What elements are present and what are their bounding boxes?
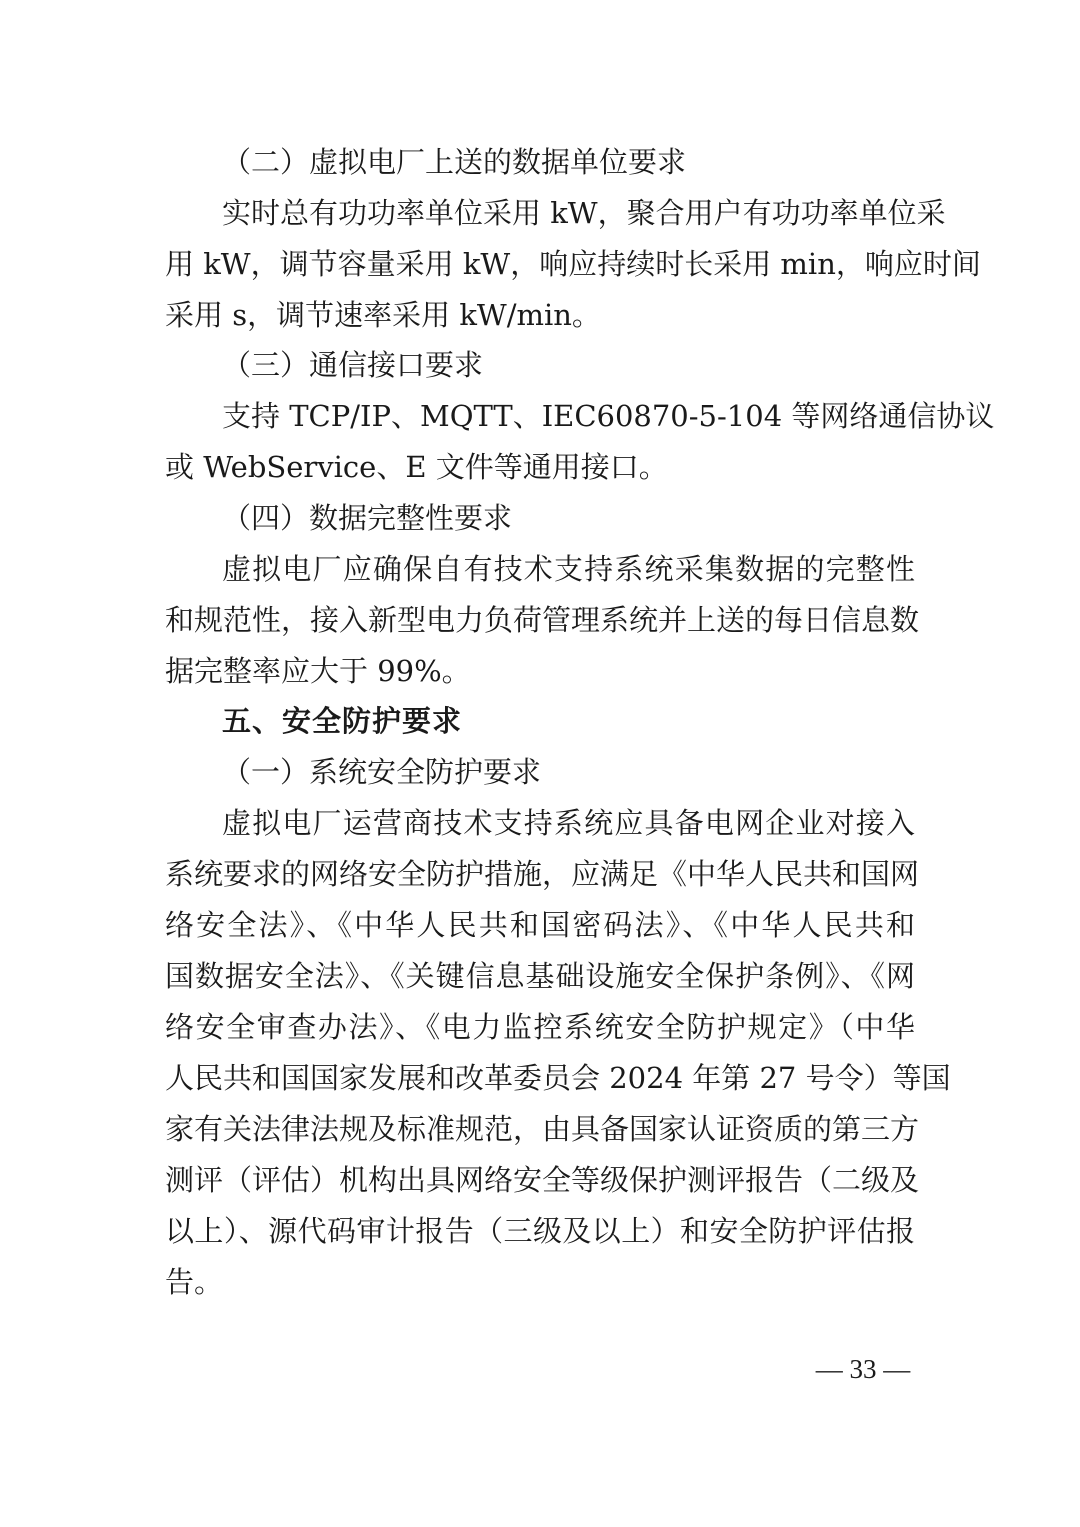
paragraph-line: 虚拟电厂运营商技术支持系统应具备电网企业对接入 — [222, 806, 915, 840]
paragraph-line: 络安全审查办法》、《电力监控系统安全防护规定》（中华 — [165, 1010, 915, 1044]
paragraph-line: 实时总有功功率单位采用 kW，聚合用户有功功率单位采 — [222, 196, 946, 230]
paragraph-line: 和规范性，接入新型电力负荷管理系统并上送的每日信息数 — [165, 603, 920, 637]
page-number: — 33 — — [815, 1354, 911, 1384]
paragraph-line: 告。 — [165, 1265, 224, 1299]
subheading-system-security: （一）系统安全防护要求 — [222, 755, 542, 789]
subheading-data-units: （二）虚拟电厂上送的数据单位要求 — [222, 145, 687, 179]
paragraph-line: 络安全法》、《中华人民共和国密码法》、《中华人民共和 — [165, 908, 915, 942]
paragraph-line: 或 WebService、E 文件等通用接口。 — [165, 450, 668, 484]
paragraph-line: 以上）、源代码审计报告（三级及以上）和安全防护评估报 — [165, 1214, 915, 1248]
paragraph-line: 家有关法律法规及标准规范，由具备国家认证资质的第三方 — [165, 1112, 920, 1146]
paragraph-line: 支持 TCP/IP、MQTT、IEC60870-5-104 等网络通信协议 — [222, 399, 995, 433]
paragraph-line: 用 kW，调节容量采用 kW，响应持续时长采用 min，响应时间 — [165, 247, 981, 281]
subheading-data-integrity: （四）数据完整性要求 — [222, 501, 513, 535]
paragraph-line: 人民共和国国家发展和改革委员会 2024 年第 27 号令）等国 — [165, 1061, 951, 1095]
section-heading-security: 五、安全防护要求 — [222, 704, 463, 738]
paragraph-line: 国数据安全法》、《关键信息基础设施安全保护条例》、《网 — [165, 959, 915, 993]
subheading-communication-interface: （三）通信接口要求 — [222, 348, 484, 382]
paragraph-line: 采用 s，调节速率采用 kW/min。 — [165, 298, 601, 332]
paragraph-line: 系统要求的网络安全防护措施，应满足《中华人民共和国网 — [165, 857, 920, 891]
paragraph-line: 据完整率应大于 99%。 — [165, 654, 471, 688]
paragraph-line: 虚拟电厂应确保自有技术支持系统采集数据的完整性 — [222, 552, 915, 586]
paragraph-line: 测评（评估）机构出具网络安全等级保护测评报告（二级及 — [165, 1163, 920, 1197]
